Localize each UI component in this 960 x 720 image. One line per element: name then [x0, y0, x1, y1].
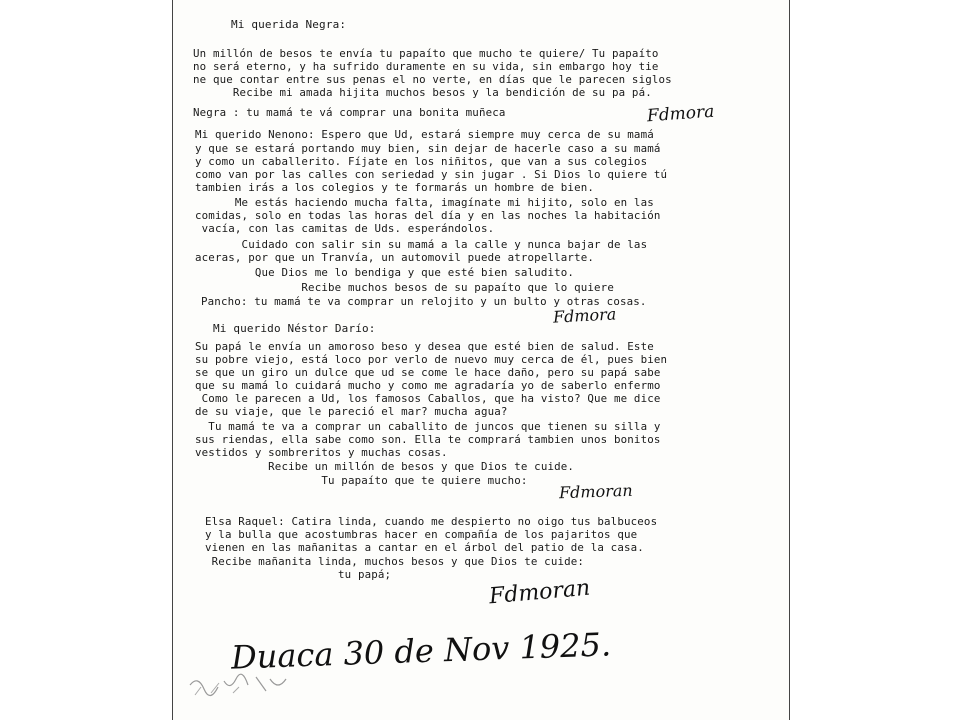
letter2-line-3: como van por las calles con seriedad y sin jugar . Si Dios lo quiere tú — [195, 168, 668, 181]
letter3-line-4: que su mamá lo cuidará mucho y como me agradaría yo de saberlo enfermo — [195, 379, 661, 392]
letter3-line-6: de su viaje, que le pareció el mar? mucha agua? — [195, 405, 508, 418]
letter2-line-2: y como un caballerito. Fíjate en los niñitos, que van a sus colegios — [195, 155, 648, 168]
handwritten-date: Duaca 30 de Nov 1925. — [230, 625, 612, 677]
letter1-line-2: no será eterno, y ha sufrido duramente en su vida, sin embargo hoy tie — [193, 60, 659, 73]
letter4-line-4: Recibe mañanita linda, muchos besos y que Dios te cuide: — [205, 555, 585, 568]
letter3-line-11: Tu papaíto que te quiere mucho: — [195, 474, 528, 487]
letter3-salutation: Mi querido Néstor Darío: — [213, 322, 376, 335]
letter-sheet — [172, 0, 790, 720]
letter1-signature: Fdmora — [646, 101, 715, 127]
letter4-signature: Fdmoran — [488, 575, 592, 610]
letter2-line-10: Que Dios me lo bendiga y que esté bien saludito. — [195, 266, 575, 279]
letter3-line-3: se que un giro un dulce que ud se come le hace daño, pero su papá sabe — [195, 366, 661, 379]
letter3-line-8: sus riendas, ella sabe como son. Ella te comprará tambien unos bonitos — [195, 433, 661, 446]
letter4-line-5: tu papá; — [205, 568, 392, 581]
letter1-postscript: Negra : tu mamá te vá comprar una bonita muñeca — [193, 106, 506, 119]
letter2-line-7: vacía, con las camitas de Uds. esperándolos. — [195, 222, 495, 235]
letter1-line-4: Recibe mi amada hijita muchos besos y la bendición de su pa pá. — [193, 86, 652, 99]
letter2-line-11: Recibe muchos besos de su papaíto que lo quiere — [195, 281, 614, 294]
scribble-mark — [185, 665, 325, 705]
letter2-line-6: comidas, solo en todas las horas del día y en las noches la habitación — [195, 209, 661, 222]
letter2-line-5: Me estás haciendo mucha falta, imagínate mi hijito, solo en las — [195, 196, 654, 209]
letter2-line-9: aceras, por que un Tranvía, un automovil puede atropellarte. — [195, 251, 595, 264]
letter2-line-8: Cuidado con salir sin su mamá a la calle y nunca bajar de las — [195, 238, 648, 251]
letter2-line-1: y que se estará portando muy bien, sin dejar de hacerle caso a su mamá — [195, 142, 661, 155]
letter3-line-1: Su papá le envía un amoroso beso y desea que esté bien de salud. Este — [195, 340, 654, 353]
letter2-salutation: Mi querido Nenono: Espero que Ud, estará siempre muy cerca de su mamá — [195, 128, 654, 141]
letter2-line-4: tambien irás a los colegios y te formarás un hombre de bien. — [195, 181, 595, 194]
letter2-signature: Fdmora — [552, 304, 617, 327]
letter3-line-5: Como le parecen a Ud, los famosos Caballos, que ha visto? Que me dice — [195, 392, 661, 405]
letter3-line-9: vestidos y sombreritos y muchas cosas. — [195, 446, 448, 459]
letter3-line-10: Recibe un millón de besos y que Dios te cuide. — [195, 460, 575, 473]
letter3-line-2: su pobre viejo, está loco por verlo de nuevo muy cerca de él, pues bien — [195, 353, 668, 366]
letter1-salutation: Mi querida Negra: — [231, 18, 347, 31]
letter2-postscript: Pancho: tu mamá te va comprar un relojito y un bulto y otras cosas. — [201, 295, 647, 308]
letter1-line-1: Un millón de besos te envía tu papaíto que mucho te quiere/ Tu papaíto — [193, 47, 659, 60]
letter3-line-7: Tu mamá te va a comprar un caballito de juncos que tienen su silla y — [195, 420, 661, 433]
letter4-line-1: Elsa Raquel: Catira linda, cuando me despierto no oigo tus balbuceos — [205, 515, 658, 528]
letter1-line-3: ne que contar entre sus penas el no verte, en días que le parecen siglos — [193, 73, 672, 86]
letter4-line-3: vienen en las mañanitas a cantar en el árbol del patio de la casa. — [205, 541, 644, 554]
letter3-signature: Fdmoran — [558, 480, 633, 503]
letter4-line-2: y la bulla que acostumbras hacer en compañía de los pajaritos que — [205, 528, 638, 541]
